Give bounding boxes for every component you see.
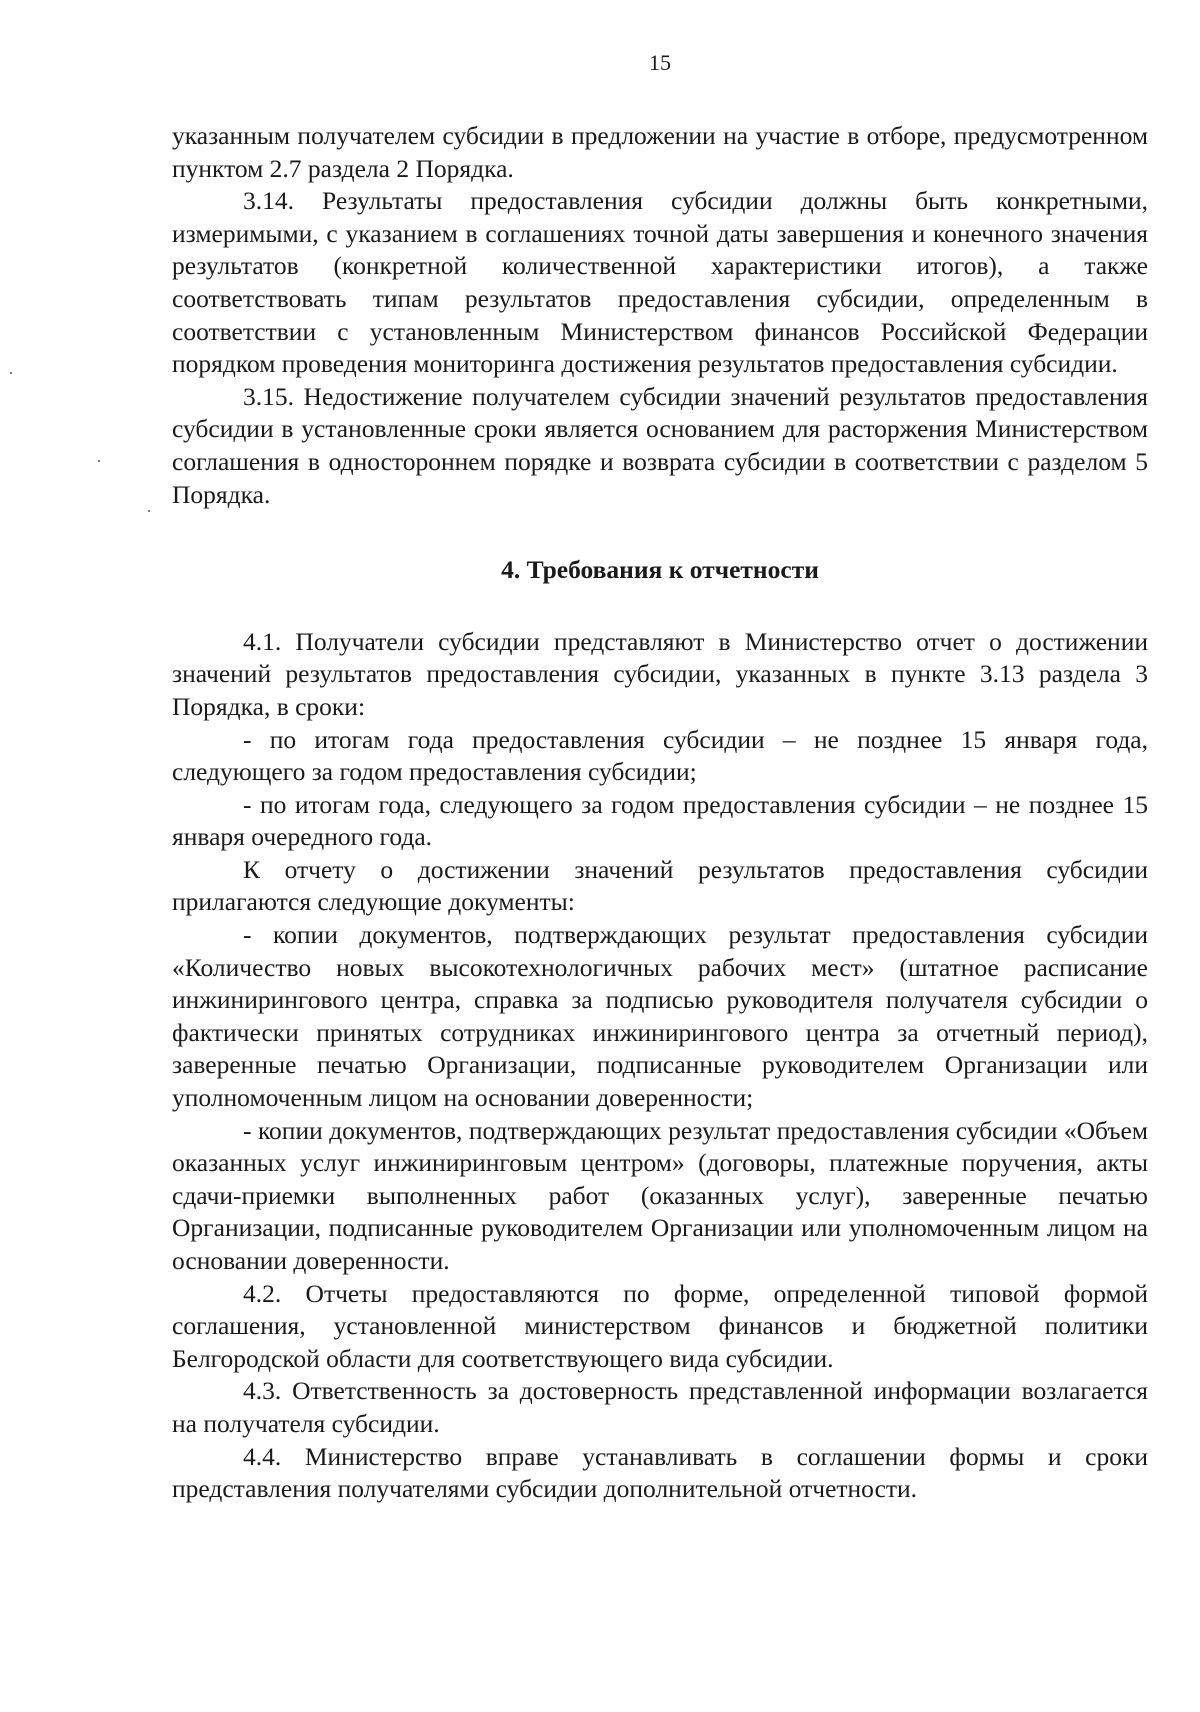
document-page: [172, 50, 1148, 1506]
paragraph-3-14: 3.14. Результаты предоставления субсидии должны быть конкретными, измеримыми, с указанием в соглашениях точной даты завершения и конечного значения результатов (конкретной количественной характеристики итогов), а также соответствовать типам результатов предоставления субсидии, определенным в соответствии с установленным Министерством финансов Российской Федерации порядком проведения мониторинга достижения результатов предоставления субсидии.: [172, 186, 1148, 379]
list-item-documents-2: - копии документов, подтверждающих результат предоставления субсидии «Объем оказанных услуг инжиниринговым центром» (договоры, платежные поручения, акты сдачи-приемки выполненных работ (оказанных услуг), заверенные печатью Организации, подписанные руководителем Организации или уполномоченным лицом на основании доверенности.: [172, 1115, 1148, 1275]
paragraph-4-1: 4.1. Получатели субсидии представляют в Министерство отчет о достижении значений результатов предоставления субсидии, указанных в пункте 3.13 раздела 3 Порядка, в сроки:: [172, 626, 1148, 721]
paragraph-continuation: указанным получателем субсидии в предложении на участие в отборе, предусмотренном пунктом 2.7 раздела 2 Порядка.: [172, 121, 1148, 183]
list-item-deadline-1: - по итогам года предоставления субсидии – не позднее 15 января года, следующего за годом предоставления субсидии;: [172, 724, 1148, 787]
list-item-deadline-2: - по итогам года, следующего за годом предоставления субсидии – не позднее 15 января очередного года.: [172, 789, 1148, 852]
paragraph-3-15: 3.15. Недостижение получателем субсидии значений результатов предоставления субсидии в установленные сроки является основанием для расторжения Министерством соглашения в одностороннем порядке и возврата субсидии в соответствии с разделом 5 Порядка.: [172, 381, 1148, 509]
paragraph-4-2: 4.2. Отчеты предоставляются по форме, определенной типовой формой соглашения, установленной министерством финансов и бюджетной политики Белгородской области для соответствующего вида субсидии.: [172, 1278, 1148, 1373]
section-heading: 4. Требования к отчетности: [501, 555, 819, 585]
paragraph-report-attachments: К отчету о достижении значений результатов предоставления субсидии прилагаются следующие документы:: [172, 854, 1148, 917]
paragraph-4-3: 4.3. Ответственность за достоверность представленной информации возлагается на получателя субсидии.: [172, 1376, 1148, 1438]
scan-speck: [98, 460, 100, 462]
page-number: 15: [649, 50, 671, 75]
paragraph-4-4: 4.4. Министерство вправе устанавливать в соглашении формы и сроки представления получателями субсидии дополнительной отчетности.: [172, 1441, 1148, 1504]
scan-speck: [10, 372, 12, 374]
scan-speck: [148, 510, 150, 512]
list-item-documents-1: - копии документов, подтверждающих результат предоставления субсидии «Количество новых высокотехнологичных рабочих мест» (штатное расписание инжинирингового центра, справка за подписью руководителя получателя субсидии о фактически принятых сотрудниках инжинирингового центра за отчетный период), заверенные печатью Организации, подписанные руководителем Организации или уполномоченным лицом на основании доверенности;: [172, 920, 1148, 1113]
